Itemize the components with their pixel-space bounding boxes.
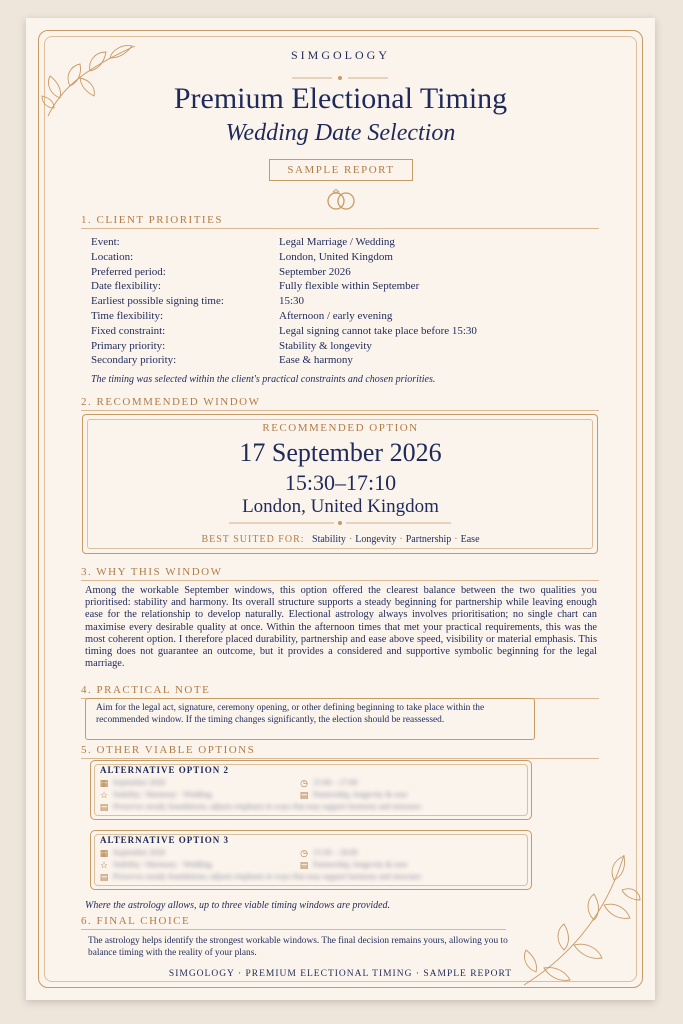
alternative-focus: Stability / Harmony · Wedding xyxy=(113,790,212,799)
priority-key: Time flexibility: xyxy=(91,310,164,322)
priority-key: Date flexibility: xyxy=(91,280,161,293)
alternative-note: Preserves steady foundations; adjusts emphasis in ways that may support harmony and structure. xyxy=(113,802,423,811)
alternative-qualities: Partnership, longevity & ease xyxy=(313,860,408,869)
alternative-note: Preserves steady foundations; adjusts emphasis in ways that may support harmony and structure. xyxy=(113,872,423,881)
brand-name: SIMGOLOGY xyxy=(291,48,390,62)
recommended-date: 17 September 2026 xyxy=(239,438,442,467)
section-heading-client-priorities: 1. CLIENT PRIORITIES xyxy=(81,214,599,229)
recommended-time: 15:30–17:10 xyxy=(284,470,397,495)
priority-key: Event: xyxy=(91,236,120,248)
calendar-icon: ▦ xyxy=(99,778,109,788)
section-heading-practical-note: 4. PRACTICAL NOTE xyxy=(81,684,599,699)
priority-key: Secondary priority: xyxy=(91,354,177,367)
best-suited-for xyxy=(26,534,655,545)
priority-value: Stability & longevity xyxy=(279,339,372,352)
section-heading-why-this-window: 3. WHY THIS WINDOW xyxy=(81,566,599,581)
page-subtitle: Wedding Date Selection xyxy=(225,120,456,146)
recommended-location: London, United Kingdom xyxy=(242,496,439,517)
alternative-title: ALTERNATIVE OPTION 2 xyxy=(100,765,230,775)
priority-key: Earliest possible signing time: xyxy=(91,295,224,308)
priorities-note: The timing was selected within the client's practical constraints and chosen priorities. xyxy=(91,374,436,385)
practical-note-text: Aim for the legal act, signature, ceremony opening, or other defining beginning to take place within the recommended window. If the timing changes significantly, the election should be reassessed. xyxy=(96,703,485,725)
report-sheet xyxy=(26,18,655,1000)
star-icon: ☆ xyxy=(99,790,109,800)
alternative-time: 15:00 – 17:00 xyxy=(313,778,358,787)
document-icon: ▤ xyxy=(99,802,109,812)
alternative-date: September 2026 xyxy=(113,778,166,787)
priority-value: Ease & harmony xyxy=(279,354,353,367)
star-icon: ☆ xyxy=(99,860,109,870)
best-suited-item: Longevity xyxy=(355,534,397,545)
page-title: Premium Electional Timing xyxy=(173,82,508,115)
priority-value: September 2026 xyxy=(279,265,351,278)
wedding-rings-icon xyxy=(323,189,359,211)
separator-dot: · xyxy=(454,534,458,545)
priority-key: Preferred period: xyxy=(91,265,166,278)
sample-report-badge: SAMPLE REPORT xyxy=(269,159,413,181)
priority-key: Location: xyxy=(91,250,134,263)
recommended-option-label: RECOMMENDED OPTION xyxy=(262,422,419,434)
document-icon: ▤ xyxy=(299,860,309,870)
priority-value: London, United Kingdom xyxy=(279,250,393,263)
best-suited-item: Stability xyxy=(312,534,346,545)
why-this-window-text: Among the workable September windows, this option offered the clearest balance between the two qualities you prioritised: stability and harmony. Its overall structure supports a steady beginning for partnership while leaving enough ease for the relationship to develop naturally. Electional astrology always involves prioritisation; no single chart can maximise every desirable quality at once. Within the afternoon times that met your practical requirements, this was the most coherent option. I therefore placed durability, partnership and ease above speed, visibility or material emphasis. This timing does not guarantee an outcome, but it provides a considered and supportive symbolic beginning for the legal marriage. xyxy=(85,585,597,670)
priority-value: Afternoon / early evening xyxy=(279,310,393,322)
document-icon: ▤ xyxy=(99,872,109,882)
section-heading-other-options: 5. OTHER VIABLE OPTIONS xyxy=(81,744,599,759)
best-suited-item: Ease xyxy=(460,534,480,545)
separator-dot: · xyxy=(399,534,403,545)
section-heading-recommended-window: 2. RECOMMENDED WINDOW xyxy=(81,396,599,411)
ornament-divider xyxy=(229,518,451,528)
best-suited-item: Partnership xyxy=(405,534,452,545)
alternative-option-card xyxy=(90,760,532,820)
alternative-time: 15:30 – 18:00 xyxy=(313,848,358,857)
section-heading-final-choice: 6. FINAL CHOICE xyxy=(81,915,506,930)
priority-key: Primary priority: xyxy=(91,339,166,352)
alternative-date: September 2026 xyxy=(113,848,166,857)
alternative-title: ALTERNATIVE OPTION 3 xyxy=(100,835,230,845)
alternative-option-card xyxy=(90,830,532,890)
alternative-focus: Stability / Harmony · Wedding xyxy=(113,860,212,869)
calendar-icon: ▦ xyxy=(99,848,109,858)
clock-icon: ◷ xyxy=(300,848,308,858)
separator-dot: · xyxy=(348,534,353,545)
priority-value: 15:30 xyxy=(279,295,305,308)
priority-value: Fully flexible within September xyxy=(279,280,420,293)
best-suited-label: BEST SUITED FOR: xyxy=(201,534,305,545)
priority-key: Fixed constraint: xyxy=(91,324,166,337)
page-footer: SIMGOLOGY · PREMIUM ELECTIONAL TIMING · SAMPLE REPORT xyxy=(168,969,513,979)
priority-value: Legal Marriage / Wedding xyxy=(279,236,395,248)
priority-value: Legal signing cannot take place before 15:30 xyxy=(279,324,477,337)
clock-icon: ◷ xyxy=(300,778,308,788)
document-icon: ▤ xyxy=(299,790,309,800)
final-choice-text: The astrology helps identify the strongest workable windows. The final decision remains yours, allowing you to balance timing with the reality of your plans. xyxy=(88,936,508,958)
alternative-qualities: Partnership, longevity & ease xyxy=(313,790,408,799)
alternatives-note: Where the astrology allows, up to three viable timing windows are provided. xyxy=(85,900,391,911)
